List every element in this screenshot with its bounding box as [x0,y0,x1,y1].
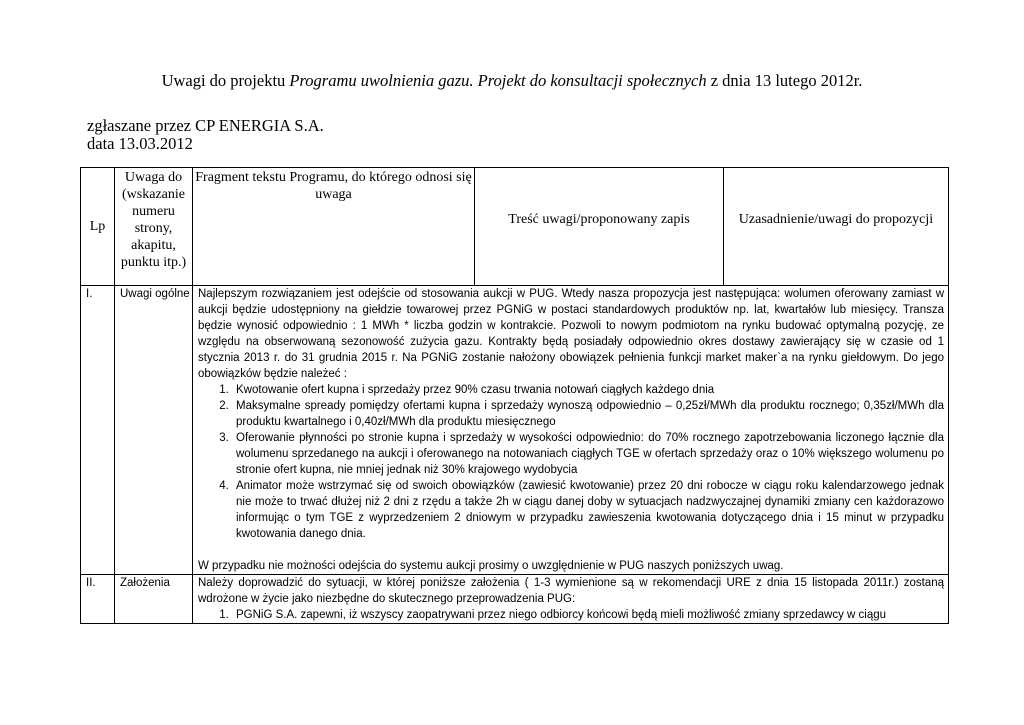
title-italic-program-name: Programu uwolnienia gazu. Projekt do konsultacji społecznych [289,71,707,90]
header-content: Treść uwagi/proponowany zapis [475,168,724,286]
assumptions-list [198,607,944,623]
table-header [81,168,949,286]
table-row [81,575,949,624]
table-row [81,286,949,575]
row-intro: Najlepszym rozwiązaniem jest odejście od stosowania aukcji w PUG. Wtedy nasza propozycja jest następująca: wolumen oferowany zamiast w aukcji będzie udostępniony na giełdzie towarowej przez PGNiG w postaci standardowych produktów np. lat, kwartałów lub miesięcy. Transza będzie wynosić odpowiednio : 1 MWh * liczba godzin w kontrakcie. Pozwoli to nowym podmiotom na rynku budować optymalną pozycję, ze względu na obserwowaną sezonowość zużycia gazu. Kontrakty będą posiadały odpowiednio okres dostawy zawierający się w czasie od 1 stycznia 2013 r. do 31 grudnia 2015 r. Na PGNiG zostanie nałożony obowiązek pełnienia funkcji market maker`a na rynku giełdowym. Do jego obowiązków będzie należeć : [198,288,944,380]
date-line: data 13.03.2012 [87,134,193,153]
title-suffix: z dnia 13 lutego 2012r. [706,71,863,90]
row-intro: Należy doprowadzić do sytuacji, w której poniższe założenia ( 1-3 wymienione są w rekomendacji URE z dnia 15 listopada 2011r.) zostaną wdrożone w życie jako niezbędne do skutecznego przeprowadzenia PUG: [198,577,944,605]
list-item: 3. Oferowanie płynności po stronie kupna i sprzedaży w wysokości odpowiednio: do 70% rocznego zapotrzebowania liczonego łącznie dla wolumenu sprzedanego na aukcji i oferowanego na notowaniach ciągłych TGE w ofertach sprzedaży oraz o 10% większego wolumenu po stronie ofert kupna, nie mniej jednak niż 30% krajowego wydobycia [232,430,944,478]
row-category: Założenia [115,575,193,624]
header-justification: Uzasadnienie/uwagi do propozycji [724,168,949,286]
obligations-list [198,382,944,542]
comments-table [80,167,949,624]
title-prefix: Uwagi do projektu [161,71,290,90]
header-lp: Lp [81,168,115,286]
row-body [193,286,949,575]
list-item: 4. Animator może wstrzymać się od swoich obowiązków (zawiesić kwotowanie) przez 20 dni robocze w ciągu roku kalendarzowego jednak nie może to trwać dłużej niż 2 dni z rzędu a także 2h w ciągu danej doby w sytuacjach nadzwyczajnej dynamiki zmiany cen każdorazowo informując o tym TGE z wyprzedzeniem 2 dniowym w przypadku zawieszenia kwotowania dotyczącego dnia i 15 minut w przypadku kwotowania danego dnia. [232,478,944,542]
row-number: II. [81,575,115,624]
header-fragment: Fragment tekstu Programu, do którego odnosi się uwaga [193,168,475,286]
spacer [198,542,944,558]
row-category: Uwagi ogólne [115,286,193,575]
list-item: 1. PGNiG S.A. zapewni, iż wszyscy zaopatrywani przez niego odbiorcy końcowi będą mieli możliwość zmiany sprzedawcy w ciągu [232,607,944,623]
row-closing: W przypadku nie możności odejścia do systemu aukcji prosimy o uwzględnienie w PUG naszych poniższych uwag. [198,560,784,572]
header-reference: Uwaga do (wskazanie numeru strony, akapitu, punktu itp.) [115,168,193,286]
row-number: I. [81,286,115,575]
document-title [0,71,1024,91]
table-body [81,286,949,624]
list-item: 2. Maksymalne spready pomiędzy ofertami kupna i sprzedaży wynoszą odpowiednio – 0,25zł/MWh dla produktu rocznego; 0,35zł/MWh dla produktu kwartalnego i 0,40zł/MWh dla produktu miesięcznego [232,398,944,430]
row-body [193,575,949,624]
header-row [81,168,949,286]
list-item: 1. Kwotowanie ofert kupna i sprzedaży przez 90% czasu trwania notowań ciągłych każdego dnia [232,382,944,398]
submitter-line: zgłaszane przez CP ENERGIA S.A. [87,116,324,135]
